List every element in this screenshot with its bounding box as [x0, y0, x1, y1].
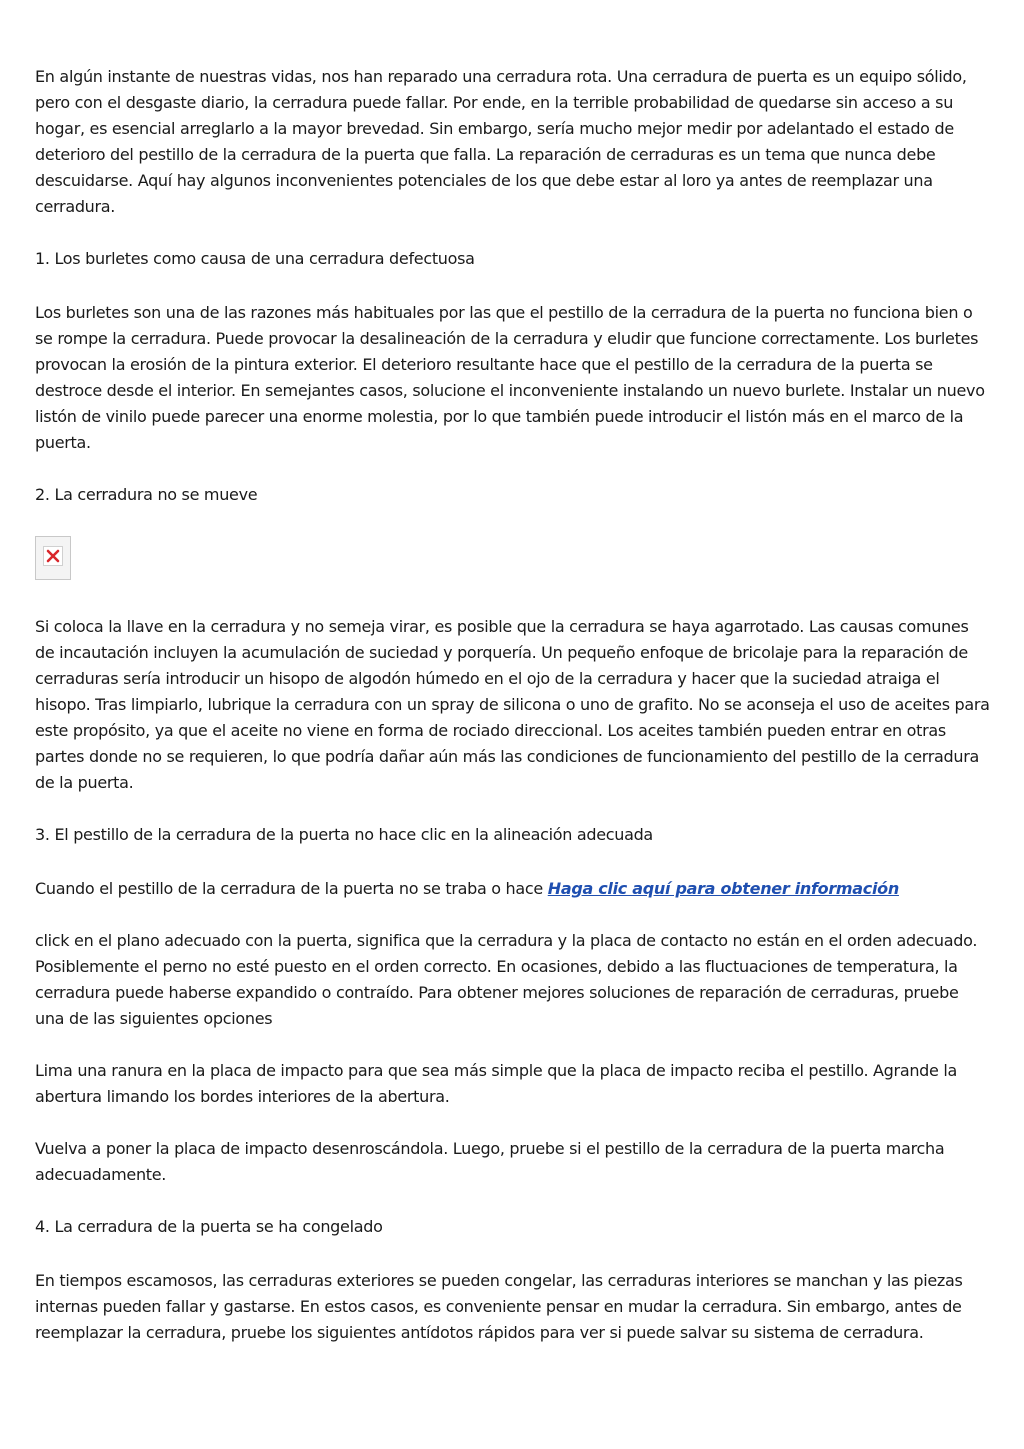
section-3-continuation: click en el plano adecuado con la puerta, significa que la cerradura y la placa de contacto no están en el orden adecuado. Posiblemente el perno no esté puesto en el orden correcto. En ocasiones, debido a las fluctuaciones de temperatura, la cerradura puede haberse expandido o contraído. Para obtener mejores soluciones de reparación de cerraduras, pruebe una de las siguientes opciones — [35, 931, 978, 1028]
option-1-paragraph: Lima una ranura en la placa de impacto para que sea más simple que la placa de impacto reciba el pestillo. Agrande la abertura limando los bordes interiores de la abertura. — [35, 1061, 958, 1106]
section-4-paragraph: En tiempos escamosos, las cerraduras exteriores se pueden congelar, las cerraduras interiores se manchan y las piezas internas pueden fallar y gastarse. En estos casos, es conveniente pensar en mudar la cerradura. Sin embargo, antes de reemplazar la cerradura, pruebe los siguientes antídotos rápidos para ver si puede salvar su sistema de cerradura. — [35, 1271, 963, 1342]
section-3-paragraph — [35, 876, 990, 902]
section-3-text: Cuando el pestillo de la cerradura de la puerta no se traba o hace — [35, 879, 548, 898]
section-heading-3: 3. El pestillo de la cerradura de la puerta no hace clic en la alineación adecuada — [35, 825, 653, 844]
section-2-paragraph: Si coloca la llave en la cerradura y no semeja virar, es posible que la cerradura se haya agarrotado. Las causas comunes de incautación incluyen la acumulación de suciedad y porquería. Un pequeño enfoque de bricolaje para la reparación de cerraduras sería introducir un hisopo de algodón húmedo en el ojo de la cerradura y hacer que la suciedad atraiga el hisopo. Tras limpiarlo, lubrique la cerradura con un spray de silicona o uno de grafito. No se aconseja el uso de aceites para este propósito, ya que el aceite no viene en forma de rociado direccional. Los aceites también pueden entrar en otras partes donde no se requieren, lo que podría dañar aún más las condiciones de funcionamiento del pestillo de la cerradura de la puerta. — [35, 617, 990, 792]
section-heading-1: 1. Los burletes como causa de una cerradura defectuosa — [35, 249, 475, 268]
section-heading-4: 4. La cerradura de la puerta se ha congelado — [35, 1217, 383, 1236]
section-1-paragraph: Los burletes son una de las razones más habituales por las que el pestillo de la cerradura de la puerta no funciona bien o se rompe la cerradura. Puede provocar la desalineación de la cerradura y eludir que funcione correctamente. Los burletes provocan la erosión de la pintura exterior. El deterioro resultante hace que el pestillo de la cerradura de la puerta se destroce desde el interior. En semejantes casos, solucione el inconveniente instalando un nuevo burlete. Instalar un nuevo listón de vinilo puede parecer una enorme molestia, por lo que también puede introducir el listón más en el marco de la puerta. — [35, 303, 985, 452]
intro-paragraph: En algún instante de nuestras vidas, nos han reparado una cerradura rota. Una cerradura de puerta es un equipo sólido, pero con el desgaste diario, la cerradura puede fallar. Por ende, en la terrible probabilidad de quedarse sin acceso a su hogar, es esencial arreglarlo a la mayor brevedad. Sin embargo, sería mucho mejor medir por adelantado el estado de deterioro del pestillo de la cerradura de la puerta que falla. La reparación de cerraduras es un tema que nunca debe descuidarse. Aquí hay algunos inconvenientes potenciales de los que debe estar al loro ya antes de reemplazar una cerradura. — [35, 67, 967, 216]
broken-image-icon — [43, 546, 63, 566]
broken-image-placeholder — [35, 536, 71, 580]
option-2-paragraph: Vuelva a poner la placa de impacto desenroscándola. Luego, pruebe si el pestillo de la cerradura de la puerta marcha adecuadamente. — [35, 1139, 945, 1184]
info-link[interactable]: Haga clic aquí para obtener información — [547, 879, 899, 898]
section-heading-2: 2. La cerradura no se mueve — [35, 485, 258, 504]
document-body — [35, 64, 990, 1372]
